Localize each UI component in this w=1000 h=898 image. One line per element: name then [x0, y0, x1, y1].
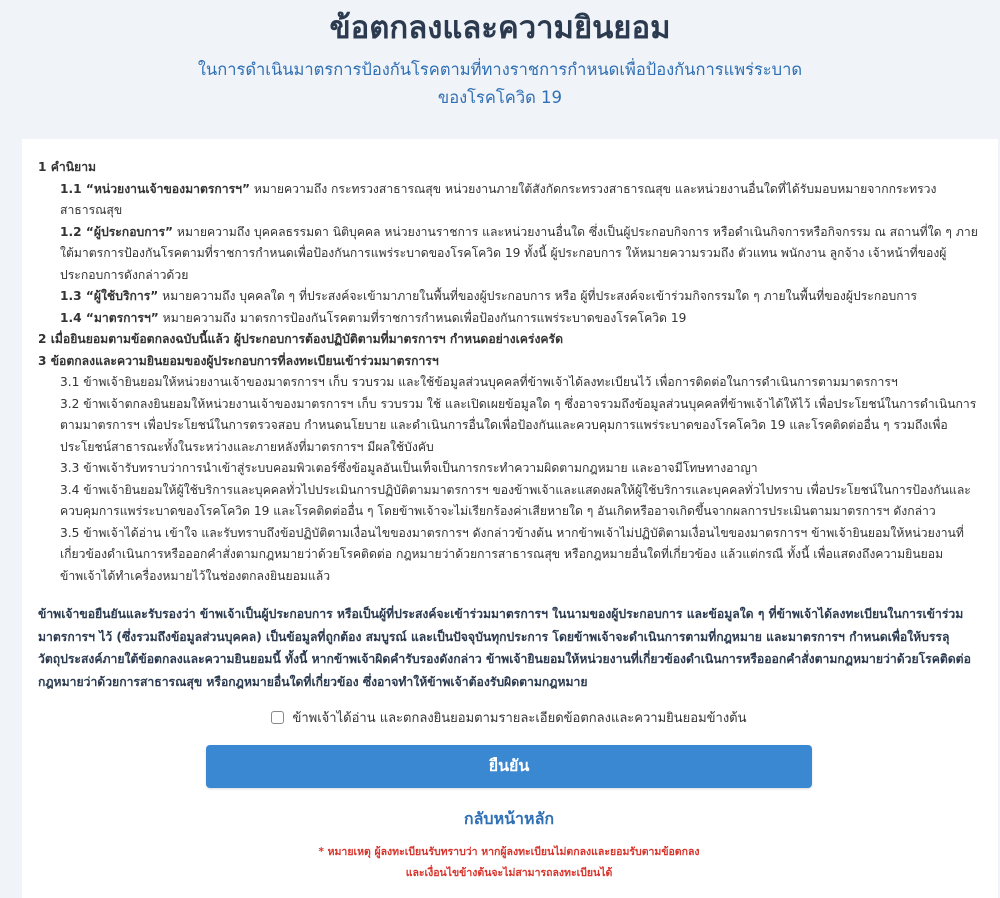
term-1-2-text: หมายความถึง บุคคลธรรมดา นิติบุคคล หน่วยงานราชการ และหน่วยงานอื่นใด ซึ่งเป็นผู้ประกอบกิจการ หรือดำเนินกิจการหรือกิจกรรม ณ สถานที่ใด ๆ ภายใต้มาตรการป้องกันโรคตามที่ราชการกำหนดเพื่อป้องกันการแพร่ระบาดของโรคโควิด 19 ทั้งนี้ ผู้ประกอบการ ให้หมายความรวมถึง ตัวแทน พนักงาน ลูกจ้าง เจ้าหน้าที่ของผู้ประกอบการดังกล่าวด้วย [60, 224, 978, 282]
clause-3-4: 3.4 ข้าพเจ้ายินยอมให้ผู้ใช้บริการและบุคคลทั่วไปประเมินการปฏิบัติตามมาตรการฯ ของข้าพเจ้าและแสดงผลให้ผู้ใช้บริการและบุคคลทั่วไปทราบ เพื่อประโยชน์ในการป้องกันและควบคุมการแพร่ระบาดของโรคโควิด 19 และโรคติดต่ออื่น ๆ โดยข้าพเจ้าจะไม่เรียกร้องค่าเสียหายใด ๆ อันเกิดหรืออาจเกิดขึ้นจากผลการประเมินตามมาตรการฯ ดังกล่าว [60, 482, 971, 518]
agree-label[interactable]: ข้าพเจ้าได้อ่าน และตกลงยินยอมตามรายละเอียดข้อตกลงและความยินยอมข้างต้น [292, 711, 747, 726]
section-2-heading: 2 เมื่อยินยอมตามข้อตกลงฉบับนี้แล้ว ผู้ประกอบการต้องปฏิบัติตามที่มาตรการฯ กำหนดอย่างเคร่งครัด [38, 332, 564, 346]
agree-checkbox[interactable] [271, 711, 284, 724]
note-line-1: * หมายเหตุ ผู้ลงทะเบียนรับทราบว่า หากผู้ลงทะเบียนไม่ตกลงและยอมรับตามข้อตกลง [318, 846, 700, 858]
term-1-3-label: 1.3 “ผู้ใช้บริการ” [60, 289, 159, 303]
declaration-text: ข้าพเจ้าขอยืนยันและรับรองว่า ข้าพเจ้าเป็นผู้ประกอบการ หรือเป็นผู้ที่ประสงค์จะเข้าร่วมมาตรการฯ ในนามของผู้ประกอบการ และข้อมูลใด ๆ ที่ข้าพเจ้าได้ลงทะเบียนในการเข้าร่วมมาตรการฯ ไว้ (ซึ่งรวมถึงข้อมูลส่วนบุคคล) เป็นข้อมูลที่ถูกต้อง สมบูรณ์ และเป็นปัจจุบันทุกประการ โดยข้าพเจ้าจะดำเนินการตามที่กฎหมาย และมาตรการฯ กำหนดเพื่อให้บรรลุวัตถุประสงค์ภายใต้ข้อตกลงและความยินยอมนี้ ทั้งนี้ หากข้าพเจ้าผิดคำรับรองดังกล่าว ข้าพเจ้ายินยอมให้หน่วยงานที่เกี่ยวข้องดำเนินการหรือออกคำสั่งตามกฎหมายว่าด้วยโรคติดต่อ กฎหมายว่าด้วยการสาธารณสุข หรือกฎหมายอื่นใดที่เกี่ยวข้อง ซึ่งอาจทำให้ข้าพเจ้าต้องรับผิดตามกฎหมาย [38, 607, 971, 689]
subtitle-line-2: ของโรคโควิด 19 [437, 88, 563, 107]
agreement-card [22, 139, 998, 898]
clause-3-2: 3.2 ข้าพเจ้าตกลงยินยอมให้หน่วยงานเจ้าของมาตรการฯ เก็บ รวบรวม ใช้ และเปิดเผยข้อมูลใด ๆ ซึ่งอาจรวมถึงข้อมูลส่วนบุคคลที่ข้าพเจ้าได้ให้ไว้ เพื่อประโยชน์ในการดำเนินการตามมาตรการฯ เพื่อประโยชน์ในการตรวจสอบ กำหนดนโยบาย และดำเนินการอื่นใดเพื่อป้องกันและควบคุมการแพร่ระบาดของโรคโควิด 19 และโรคติดต่ออื่น ๆ รวมถึงเพื่อประโยชน์สาธารณะทั้งในระหว่างและภายหลังที่มาตรการฯ มีผลใช้บังคับ [60, 396, 977, 454]
term-1-4-label: 1.4 “มาตรการฯ” [60, 310, 159, 325]
term-1-1-label: 1.1 “หน่วยงานเจ้าของมาตรการฯ” [60, 181, 251, 196]
term-1-4-text: หมายความถึง มาตรการป้องกันโรคตามที่ราชการกำหนดเพื่อป้องกันการแพร่ระบาดของโรคโควิด 19 [158, 310, 687, 325]
note-text [38, 842, 980, 884]
clause-3-5: 3.5 ข้าพเจ้าได้อ่าน เข้าใจ และรับทราบถึงข้อปฏิบัติตามเงื่อนไขของมาตรการฯ ดังกล่าวข้างต้น หากข้าพเจ้าไม่ปฏิบัติตามเงื่อนไขของมาตรการฯ ข้าพเจ้ายินยอมให้หน่วยงานที่เกี่ยวข้องดำเนินการหรือออกคำสั่งตามกฎหมายว่าด้วยโรคติดต่อ กฎหมายว่าด้วยการสาธารณสุข หรือกฎหมายอื่นใดที่เกี่ยวข้อง แล้วแต่กรณี ทั้งนี้ เพื่อแสดงถึงความยินยอมข้าพเจ้าได้ทำเครื่องหมายไว้ในช่องตกลงยินยอมแล้ว [60, 525, 964, 583]
terms-section [38, 157, 980, 587]
term-1-2 [38, 222, 980, 287]
section-1-heading: 1 คำนิยาม [38, 160, 97, 174]
term-1-2-label: 1.2 “ผู้ประกอบการ” [60, 224, 174, 239]
section-3-heading: 3 ข้อตกลงและความยินยอมของผู้ประกอบการที่ลงทะเบียนเข้าร่วมมาตรการฯ [38, 353, 439, 368]
agree-row[interactable] [38, 707, 980, 728]
clause-3-3: 3.3 ข้าพเจ้ารับทราบว่าการนำเข้าสู่ระบบคอมพิวเตอร์ซึ่งข้อมูลอันเป็นเท็จเป็นการกระทำความผิดตามกฎหมาย และอาจมีโทษทางอาญา [60, 461, 758, 475]
term-1-1-text: หมายความถึง กระทรวงสาธารณสุข หน่วยงานภายใต้สังกัดกระทรวงสาธารณสุข และหน่วยงานอื่นใดที่ได้รับมอบหมายจากกระทรวงสาธารณสุข [60, 181, 937, 217]
back-to-home-link[interactable]: กลับหน้าหลัก [463, 809, 555, 828]
page-subtitle [0, 56, 1000, 112]
term-1-3 [38, 286, 980, 308]
clause-3-1: 3.1 ข้าพเจ้ายินยอมให้หน่วยงานเจ้าของมาตรการฯ เก็บ รวบรวม และใช้ข้อมูลส่วนบุคคลที่ข้าพเจ้าได้ลงทะเบียนไว้ เพื่อการติดต่อในการดำเนินการตามมาตรการฯ [60, 375, 898, 389]
note-line-2: และเงื่อนไขข้างต้นจะไม่สามารถลงทะเบียนได้ [405, 867, 613, 879]
term-1-4 [38, 308, 980, 330]
page-header [0, 0, 1000, 132]
page-title: ข้อตกลงและความยินยอม [329, 10, 671, 46]
term-1-3-text: หมายความถึง บุคคลใด ๆ ที่ประสงค์จะเข้ามาภายในพื้นที่ของผู้ประกอบการ หรือ ผู้ที่ประสงค์จะเข้าร่วมกิจกรรมใด ๆ ภายในพื้นที่ของผู้ประกอบการ [158, 289, 918, 303]
subtitle-line-1: ในการดำเนินมาตรการป้องกันโรคตามที่ทางราชการกำหนดเพื่อป้องกันการแพร่ระบาด [197, 60, 803, 79]
term-1-1 [38, 179, 980, 222]
confirm-button[interactable]: ยืนยัน [206, 745, 812, 788]
